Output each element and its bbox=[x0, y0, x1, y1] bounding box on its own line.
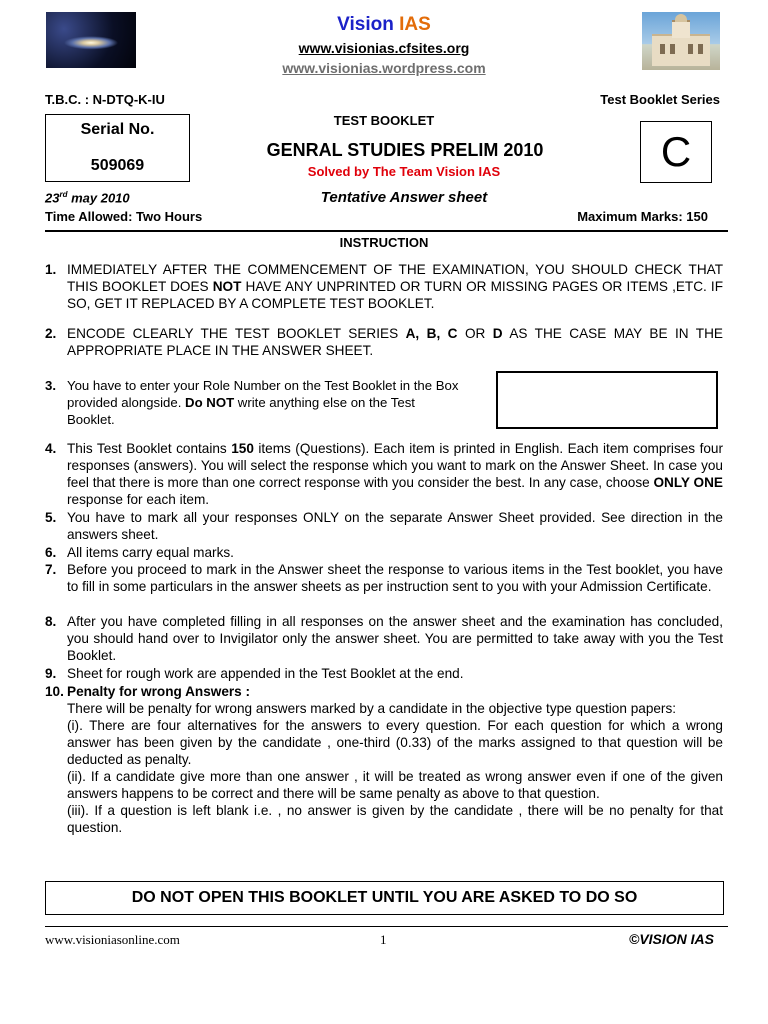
brand-name-part1: Vision bbox=[337, 14, 400, 35]
item-text: Sheet for rough work are appended in the Test Booklet at the end. bbox=[67, 666, 464, 681]
item-number: 2. bbox=[45, 326, 57, 341]
test-booklet-label: TEST BOOKLET bbox=[333, 113, 435, 128]
item-number: 8. bbox=[45, 614, 57, 629]
solved-by-line: Solved by The Team Vision IAS bbox=[307, 164, 501, 179]
footer-copyright: ©VISION IAS bbox=[629, 931, 714, 947]
item-text: IMMEDIATELY AFTER THE COMMENCEMENT OF THE EXAMINATION, YOU SHOULD CHECK THAT THIS BOOKLET DOES bbox=[67, 262, 723, 294]
warning-text: DO NOT OPEN THIS BOOKLET UNTIL YOU ARE ASKED TO DO SO bbox=[131, 889, 638, 906]
item-number: 7. bbox=[45, 562, 57, 577]
penalty-rule-3: (iii). If a question is left blank i.e. , no answer is given by the candidate , there will be no penalty for that question. bbox=[67, 803, 723, 835]
item-text: ENCODE CLEARLY THE TEST BOOKLET SERIES bbox=[67, 326, 406, 341]
website-link-secondary[interactable]: www.visionias.wordpress.com bbox=[282, 60, 486, 76]
penalty-intro: There will be penalty for wrong answers marked by a candidate in the objective type question papers: bbox=[67, 701, 677, 716]
brand-name-part2: IAS bbox=[399, 14, 431, 35]
exam-title: GENRAL STUDIES PRELIM 2010 bbox=[266, 140, 544, 160]
item-text: response for each item. bbox=[67, 492, 210, 507]
instruction-item-7 bbox=[45, 561, 723, 595]
instruction-item-3 bbox=[45, 377, 465, 428]
item-text: HAVE ANY UNPRINTED OR TURN OR MISSING PAGES OR ITEMS ,ETC. IF SO, GET IT REPLACED BY A COMPLETE TEST BOOKLET. bbox=[67, 279, 723, 311]
item-number: 9. bbox=[45, 666, 57, 681]
item-number: 10. bbox=[45, 684, 64, 699]
booklet-series-label: Test Booklet Series bbox=[600, 92, 720, 107]
instruction-item-5 bbox=[45, 509, 723, 543]
item-text: OR bbox=[457, 326, 493, 341]
date-suffix: rd bbox=[59, 190, 68, 199]
time-allowed: Time Allowed: Two Hours bbox=[45, 209, 203, 224]
penalty-rule-1: (i). There are four alternatives for the answers to every question. For each question for which a wrong answer has been given by the candidate , one-third (0.33) of the marks assigned to that question will be deducted as penalty. bbox=[67, 718, 723, 767]
instruction-heading: INSTRUCTION bbox=[339, 235, 429, 250]
item-text: items (Questions). Each item is printed in English. Each item comprises four responses (answers). You will select the response which you want to mark on the Answer Sheet. In case you feel that there is more than one correct response with you consider the best. In any case, choose bbox=[67, 441, 723, 490]
serial-number: 509069 bbox=[90, 157, 145, 174]
website-link-primary[interactable]: www.visionias.cfsites.org bbox=[298, 40, 470, 56]
instruction-item-9 bbox=[45, 665, 723, 682]
warning-box bbox=[45, 881, 724, 915]
footer-divider bbox=[45, 926, 728, 927]
item-text: write anything else on the Test Booklet. bbox=[67, 395, 415, 427]
item-emphasis: 150 bbox=[231, 441, 254, 456]
instruction-item-1 bbox=[45, 261, 723, 312]
item-emphasis: A, B, C bbox=[405, 326, 458, 341]
item-text: Before you proceed to mark in the Answer sheet the response to various items in the Test booklet, you have to fill in some particulars in the answer sheets as per instruction sent to you with your Admission Certificate. bbox=[67, 562, 723, 594]
item-number: 3. bbox=[45, 378, 56, 393]
item-emphasis: Do NOT bbox=[185, 395, 235, 410]
series-letter-box bbox=[640, 121, 712, 183]
item-text: You have to enter your Role Number on the Test Booklet in the Box provided alongside. bbox=[67, 378, 459, 410]
item-emphasis: ONLY ONE bbox=[653, 475, 723, 490]
item-emphasis: D bbox=[492, 326, 503, 341]
series-letter: C bbox=[660, 128, 692, 175]
date-day: 23 bbox=[45, 190, 60, 206]
maximum-marks: Maximum Marks: 150 bbox=[577, 209, 708, 224]
item-emphasis: NOT bbox=[212, 279, 242, 294]
exam-date bbox=[45, 190, 130, 205]
serial-label: Serial No. bbox=[80, 121, 155, 138]
item-number: 6. bbox=[45, 545, 57, 560]
booklet-code: T.B.C. : N-DTQ-K-IU bbox=[45, 92, 165, 107]
instruction-item-4 bbox=[45, 440, 723, 508]
header-divider bbox=[45, 230, 728, 232]
date-rest: may 2010 bbox=[67, 190, 130, 206]
tentative-answer-label: Tentative Answer sheet bbox=[320, 189, 488, 206]
page-number: 1 bbox=[380, 932, 387, 947]
item-text: All items carry equal marks. bbox=[67, 545, 234, 560]
instruction-item-2 bbox=[45, 325, 723, 359]
item-number: 5. bbox=[45, 510, 57, 525]
roll-number-box[interactable] bbox=[496, 371, 718, 429]
penalty-rule-2: (ii). If a candidate give more than one answer , it will be treated as wrong answer even if one of the given answers happens to be correct and there will be same penalty as above to that question. bbox=[67, 769, 723, 801]
item-text: You have to mark all your responses ONLY on the separate Answer Sheet provided. See direction in the answers sheet. bbox=[67, 510, 723, 542]
item-text: This Test Booklet contains bbox=[67, 441, 232, 456]
item-number: 4. bbox=[45, 441, 57, 456]
penalty-title: Penalty for wrong Answers : bbox=[67, 684, 251, 699]
instruction-item-6 bbox=[45, 544, 723, 561]
item-text: After you have completed filling in all responses on the answer sheet and the examination has concluded, you should hand over to Invigilator only the answer sheet. You are permitted to take away with you the Test Booklet. bbox=[67, 614, 723, 663]
instruction-item-8 bbox=[45, 613, 723, 664]
footer-website[interactable]: www.visionias‌online.com bbox=[45, 932, 180, 947]
item-text: AS THE CASE MAY BE IN THE APPROPRIATE PLACE IN THE ANSWER SHEET. bbox=[67, 326, 723, 358]
brand-title bbox=[0, 14, 768, 36]
instruction-item-10 bbox=[45, 683, 723, 836]
item-number: 1. bbox=[45, 262, 57, 277]
